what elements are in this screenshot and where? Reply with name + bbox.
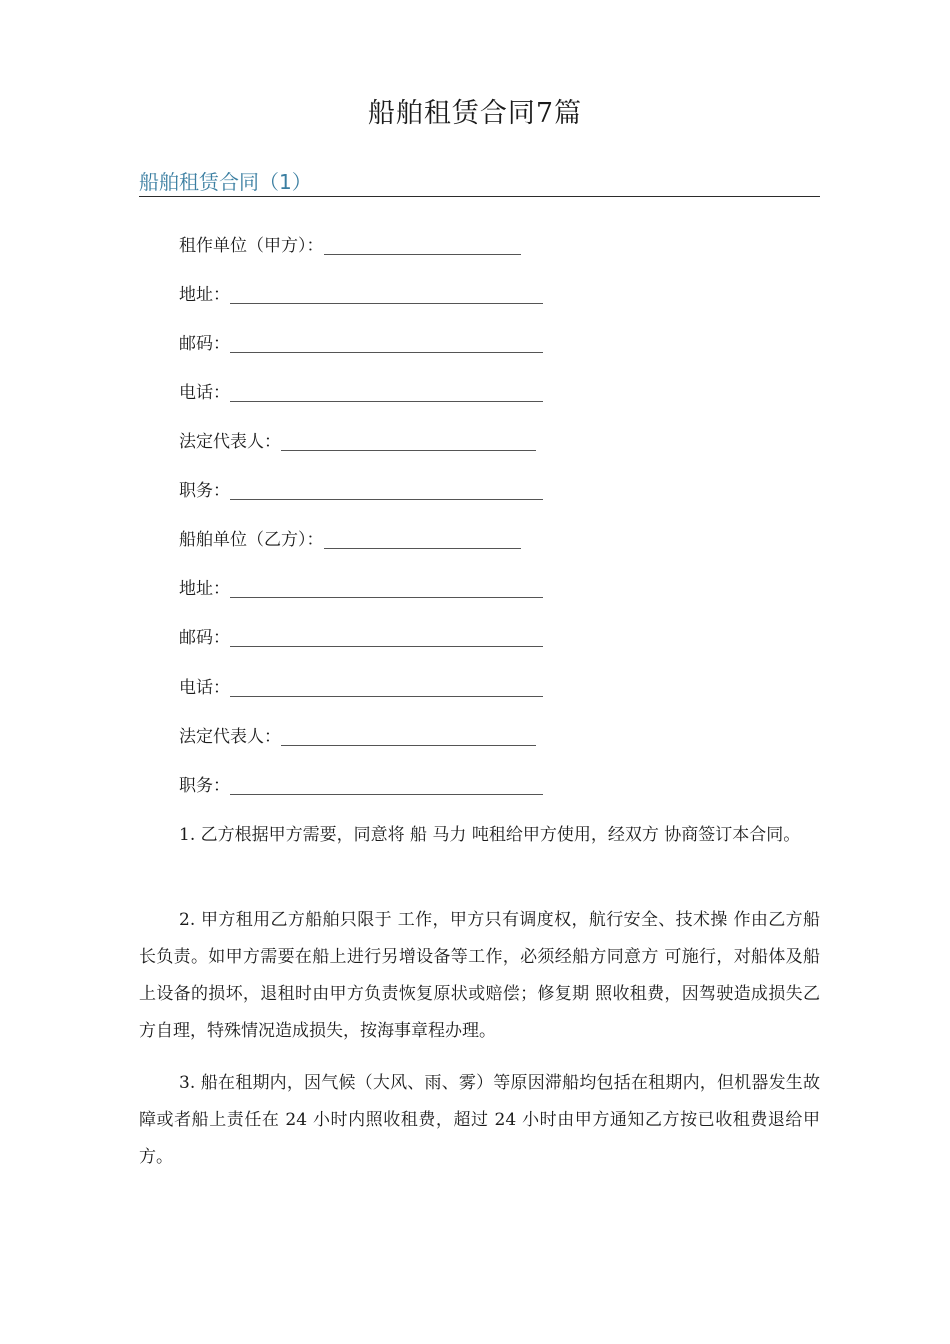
field-label: 电话： bbox=[179, 383, 230, 403]
blank-line bbox=[230, 401, 543, 402]
blank-line bbox=[230, 696, 543, 697]
field-label: 地址： bbox=[179, 285, 230, 305]
party-a-legal-rep-field bbox=[179, 426, 536, 454]
party-b-phone-field bbox=[179, 672, 543, 700]
clause-1-paragraph: 1. 乙方根据甲方需要，同意将 船 马力 吨租给甲方使用，经双方 协商签订本合同。 bbox=[179, 825, 801, 845]
blank-line bbox=[230, 303, 543, 304]
party-b-position-field bbox=[179, 770, 543, 798]
blank-line bbox=[230, 794, 543, 795]
document-title: 船舶租赁合同7篇 bbox=[367, 98, 583, 129]
field-label: 法定代表人： bbox=[179, 432, 281, 452]
party-b-legal-rep-field bbox=[179, 721, 536, 749]
blank-line bbox=[324, 254, 521, 255]
party-a-unit-field bbox=[179, 230, 521, 258]
field-label: 职务： bbox=[179, 776, 230, 796]
clause-2-paragraph: 2. 甲方租用乙方船舶只限于 工作，甲方只有调度权，航行安全、技术操 作由乙方船长负责。如甲方需要在船上进行另增设备等工作，必须经船方同意方 可施行，对船体及船上设备的损坏，退租时由甲方负责恢复原状或赔偿；修复期 照收租费，因驾驶造成损失乙方自理，特殊情况造成损失，按海事章程办理。 bbox=[139, 910, 820, 1041]
blank-line bbox=[281, 450, 536, 451]
blank-line bbox=[230, 646, 543, 647]
blank-line bbox=[230, 597, 543, 598]
party-a-postcode-field bbox=[179, 328, 543, 356]
party-b-unit-field bbox=[179, 524, 521, 552]
party-a-address-field bbox=[179, 279, 543, 307]
field-label: 地址： bbox=[179, 579, 230, 599]
party-b-postcode-field bbox=[179, 622, 543, 650]
field-label: 职务： bbox=[179, 481, 230, 501]
field-label: 船舶单位（乙方）： bbox=[179, 530, 324, 550]
field-label: 租作单位（甲方）： bbox=[179, 236, 324, 256]
party-a-phone-field bbox=[179, 377, 543, 405]
party-a-position-field bbox=[179, 475, 543, 503]
blank-line bbox=[324, 548, 521, 549]
section-heading: 船舶租赁合同（1） bbox=[139, 168, 820, 197]
field-label: 邮码： bbox=[179, 628, 230, 648]
blank-line bbox=[281, 745, 536, 746]
blank-line bbox=[230, 352, 543, 353]
blank-line bbox=[230, 499, 543, 500]
field-label: 邮码： bbox=[179, 334, 230, 354]
field-label: 法定代表人： bbox=[179, 727, 281, 747]
clause-3-paragraph: 3. 船在租期内，因气候（大风、雨、雾）等原因滞船均包括在租期内，但机器发生故障或者船上责任在 24 小时内照收租费，超过 24 小时由甲方通知乙方按已收租费退给甲方。 bbox=[139, 1073, 820, 1167]
party-b-address-field bbox=[179, 573, 543, 601]
field-label: 电话： bbox=[179, 678, 230, 698]
